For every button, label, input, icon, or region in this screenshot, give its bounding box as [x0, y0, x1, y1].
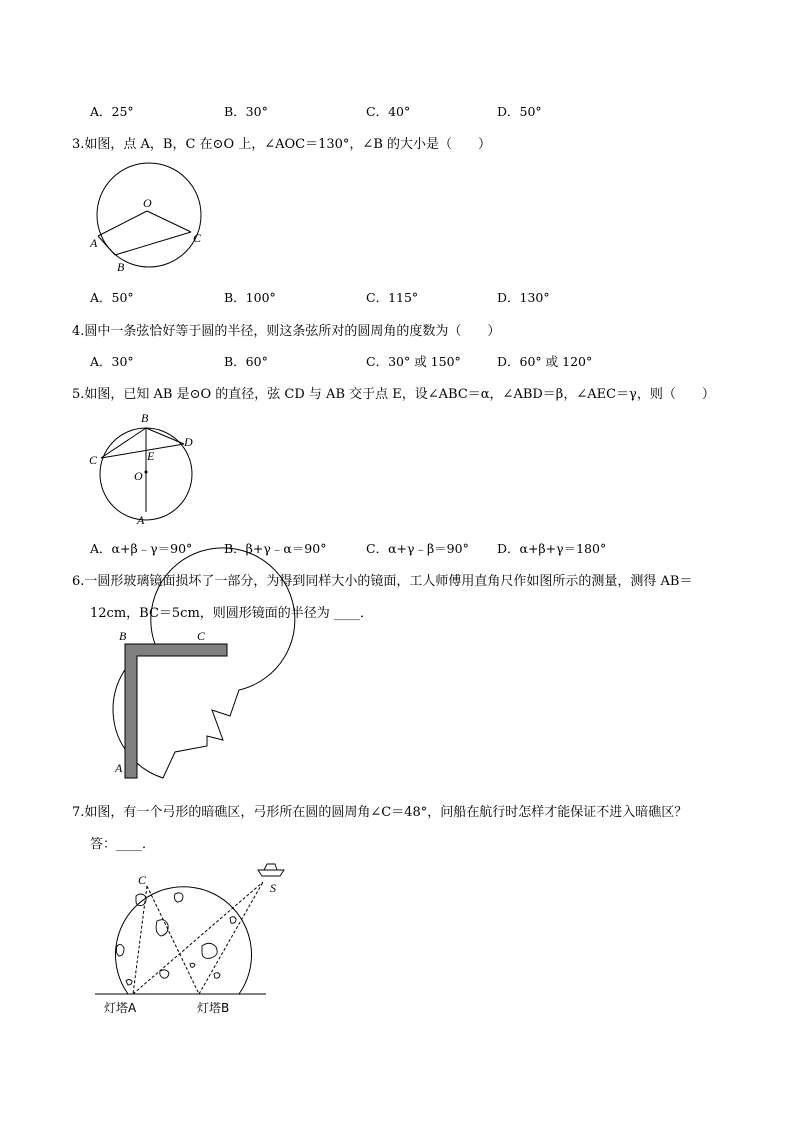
q5-label-o: O [134, 469, 143, 483]
q3-label-b: B [117, 260, 125, 274]
q5-label-a: A [137, 513, 145, 527]
q6-label-b: B [119, 629, 127, 643]
q7-figure [90, 856, 300, 1021]
q3-label-c: C [193, 231, 202, 245]
q6-stem-line1: 6.一圆形玻璃镜面损坏了一部分，为得到同样大小的镜面，工人师傅用直角尺作如图所示的测量，测得 AB＝ [72, 574, 693, 589]
q5-option-d: D．α+β+γ＝180° [497, 541, 607, 556]
q2-option-c: C．40° [366, 104, 411, 119]
q2-option-b: B．30° [224, 104, 268, 119]
q3-figure [85, 160, 225, 280]
q5-option-b: B．β+γ﹣α＝90° [224, 541, 327, 556]
q7-stem: 7.如图，有一个弓形的暗礁区，弓形所在圆的圆周角∠C＝48°，问船在航行时怎样才能保证不进入暗礁区？ [72, 805, 688, 820]
q7-label-lighthouse-a: 灯塔A [104, 1001, 137, 1015]
q4-option-a: A．30° [90, 354, 134, 369]
q5-label-b: B [141, 411, 149, 425]
q4-option-b: B．60° [224, 354, 268, 369]
q7-label-s: S [270, 881, 276, 895]
q5-label-c: C [89, 453, 98, 467]
q3-label-o: O [143, 196, 152, 210]
q5-figure [85, 408, 205, 533]
ship-icon [258, 870, 284, 876]
q6-label-a: A [115, 761, 123, 775]
q5-label-d: D [184, 435, 193, 449]
q3-option-b: B．100° [224, 290, 276, 305]
q2-option-a: A．25° [90, 104, 134, 119]
q5-option-a: A．α+β﹣γ＝90° [90, 541, 193, 556]
q3-option-d: D．130° [497, 290, 550, 305]
q3-option-c: C．115° [366, 290, 419, 305]
q5-stem: 5.如图，已知 AB 是⊙O 的直径，弦 CD 与 AB 交于点 E，设∠ABC＝α，∠ABD＝β，∠AEC＝γ，则（ ） [72, 387, 715, 402]
q5-label-e: E [147, 449, 155, 463]
q4-option-d: D．60° 或 120° [497, 354, 593, 369]
q7-label-c: C [138, 873, 147, 887]
q5-option-c: C．α+γ﹣β＝90° [366, 541, 469, 556]
q3-option-a: A．50° [90, 290, 134, 305]
q3-stem: 3.如图，点 A，B，C 在⊙O 上，∠AOC＝130°，∠B 的大小是（ ） [72, 137, 492, 152]
q3-label-a: A [90, 236, 98, 250]
q4-stem: 4.圆中一条弦恰好等于圆的半径，则这条弦所对的圆周角的度数为（ ） [72, 324, 501, 339]
q6-label-c: C [197, 629, 206, 643]
q7-answer: 答：____． [90, 837, 156, 852]
q2-option-d: D．50° [497, 104, 542, 119]
q6-figure [85, 628, 245, 783]
q6-stem-line2: 12cm，BC＝5cm，则圆形镜面的半径为 ____． [90, 606, 373, 621]
q7-label-lighthouse-b: 灯塔B [197, 1001, 230, 1015]
q4-option-c: C．30° 或 150° [366, 354, 461, 369]
